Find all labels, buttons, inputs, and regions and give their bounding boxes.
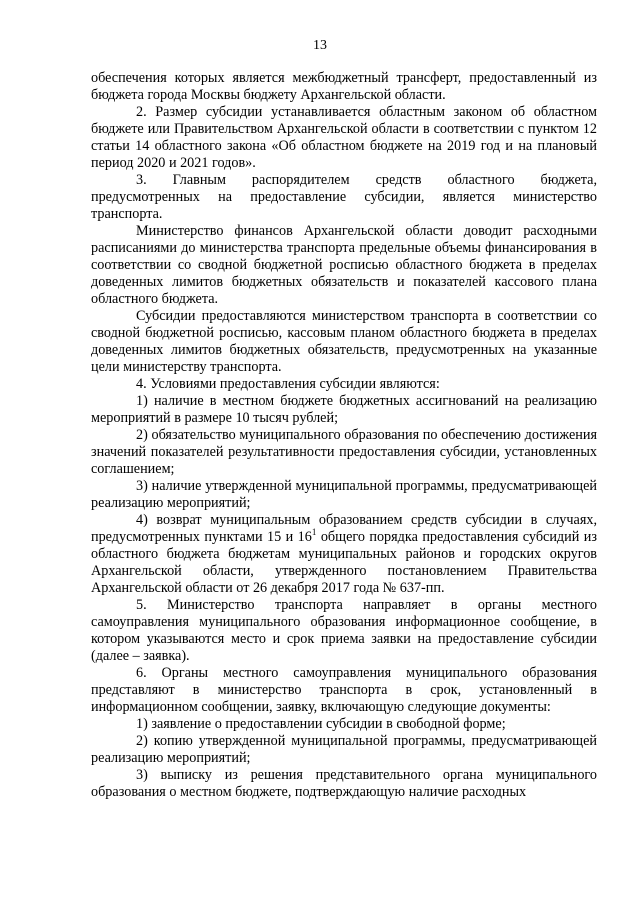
list-item-condition-2: 2) обязательство муниципального образования по обеспечению достижения значений показателей результативности предоставления субсидии, установленных соглашением; <box>91 427 597 477</box>
paragraph-item-2: 2. Размер субсидии устанавливается областным законом об областном бюджете или Правительством Архангельской области в соответствии с пунктом 12 статьи 14 областного закона «Об областном бюджете на 2019 год и на плановый период 2020 и 2021 годов». <box>91 104 597 171</box>
paragraph-item-3: 3. Главным распорядителем средств областного бюджета, предусмотренных на предоставление субсидии, является министерство транспорта. <box>91 172 597 222</box>
condition-4-text-after: общего порядка предоставления субсидий из областного бюджета бюджетам муниципальных районов и городских округов Архангельской области, утвержденного постановлением Правительства Архангельской области от 26 декабря 2017 года № 637-пп. <box>91 529 597 596</box>
list-item-condition-4 <box>91 512 597 597</box>
paragraph-item-5: 5. Министерство транспорта направляет в органы местного самоуправления муниципального образования информационное сообщение, в котором указываются место и срок приема заявки на предоставление субсидии (далее – заявка). <box>91 597 597 664</box>
list-item-condition-1: 1) наличие в местном бюджете бюджетных ассигнований на реализацию мероприятий в размере 10 тысяч рублей; <box>91 393 597 426</box>
list-item-document-3: 3) выписку из решения представительного органа муниципального образования о местном бюджете, подтверждающую наличие расходных <box>91 767 597 800</box>
document-body <box>91 70 597 801</box>
list-item-document-1: 1) заявление о предоставлении субсидии в свободной форме; <box>136 716 506 732</box>
paragraph-subsidies-provision: Субсидии предоставляются министерством транспорта в соответствии со сводной бюджетной росписью, кассовым планом областного бюджета в пределах доведенных лимитов бюджетных обязательств, предусмотренных на указанные цели министерству транспорта. <box>91 308 597 375</box>
paragraph-ministry-finance: Министерство финансов Архангельской области доводит расходными расписаниями до министерства транспорта предельные объемы финансирования в соответствии со сводной бюджетной росписью областного бюджета в пределах доведенных лимитов бюджетных обязательств и показателей кассового плана областного бюджета. <box>91 223 597 307</box>
footnote-superscript: 1 <box>311 527 317 537</box>
paragraph-item-4-heading: 4. Условиями предоставления субсидии являются: <box>136 376 440 392</box>
page-number: 13 <box>313 38 327 53</box>
condition-4-text-before: 4) возврат муниципальным образованием средств субсидии в случаях, предусмотренных пунктами 15 и 16 <box>91 512 597 545</box>
paragraph-continuation: обеспечения которых является межбюджетный трансферт, предоставленный из бюджета города Москвы бюджету Архангельской области. <box>91 70 597 103</box>
list-item-condition-3: 3) наличие утвержденной муниципальной программы, предусматривающей реализацию мероприятий; <box>91 478 597 511</box>
paragraph-item-6: 6. Органы местного самоуправления муниципального образования представляют в министерство транспорта в срок, установленный в информационном сообщении, заявку, включающую следующие документы: <box>91 665 597 715</box>
list-item-document-2: 2) копию утвержденной муниципальной программы, предусматривающей реализацию мероприятий; <box>91 733 597 766</box>
